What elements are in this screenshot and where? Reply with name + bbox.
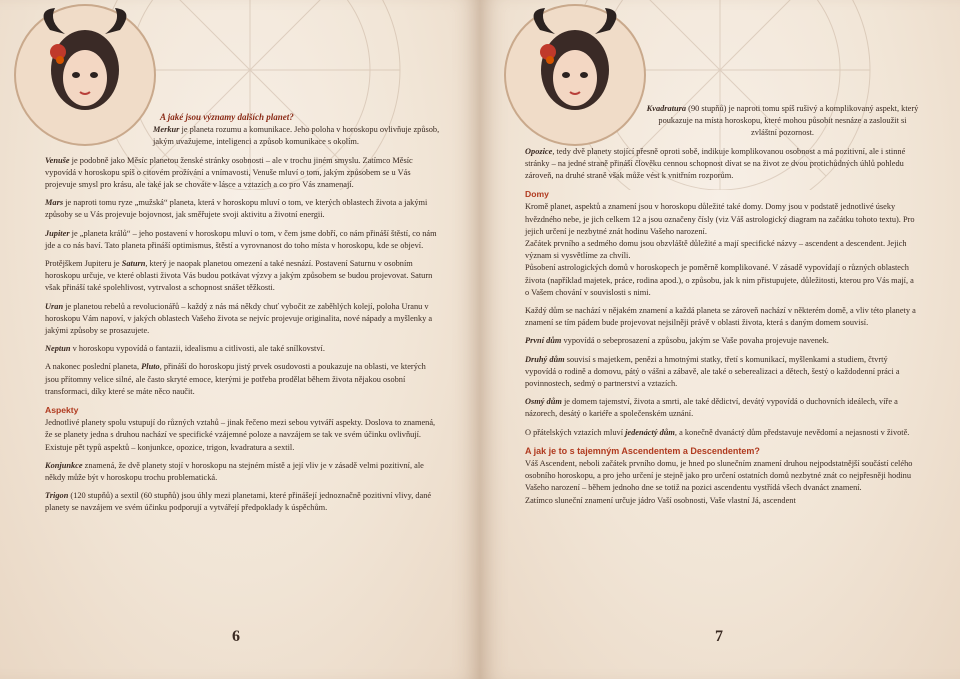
paragraph-opozice: Opozice, tedy dvě planety stojící přesně oproti sobě, indikuje komplikovanou osobnost a má pozitivní, ale i stinné stránky – na jedné straně přináší člověku cennou schopnost dívat se na život ze dvou protichůdných úhlů pohledu zároveň, na druhé straně však může vést k vnitřním rozporům. [525,146,906,181]
paragraph-pluto: A nakonec poslední planeta, Pluto, přináší do horoskopu jistý prvek osudovosti a poukazuje na oblasti, ve kterých jsou přítomny velice silné, ale často skryté emoce, kterými je potřeba prodělat během života nějakou osobní transformaci, díky které se máte něco naučit. [45,362,426,396]
paragraph-kvadratura: Kvadratura (90 stupňů) je naproti tomu spíš rušivý a komplikovaný aspekt, který poukazuje na místa horoskopu, které mohou působit nesnáze a zasloužit si zvláštní pozornost. [646,104,919,138]
paragraph-druhy-dum: Druhý dům souvisí s majetkem, penězi a hmotnými statky, třetí s komunikací, myšlenkami a studiem, čtvrtý vypovídá o rodině a domovu, pátý o vášni a zábavě, ale také o seberealizaci a dětech, šestý o každodenní práci a povinnostech, sedmý o partnerství a vztazích. [525,354,900,389]
paragraph-domy-4: Každý dům se nachází v nějakém znamení a každá planeta se zároveň nachází v některém domě, a vliv této planety a znamení se tím pádem bude projevovat nejsilněji právě v oblasti života, která s daným domem souvisí. [525,306,916,328]
paragraph-uran: Uran je planetou rebelů a revolucionářů – každý z nás má někdy chuť vybočit ze zaběhlých kolejí, poloha Uranu v horoskopu Vám napoví, v jakých oblastech Vašeho života se nejvíc projevuje originalita, nové nápady a myšlenky a jakými způsoby se prosazujete. [45,301,433,336]
paragraph-domy-3: Působení astrologických domů v horoskopech je poměrně komplikované. V zásadě vypovídají o různých oblastech života (například majetek, práce, rodina apod.), o způsobu, jak k nim přistupujete, důležitosti, kterou pro Vás mají, a o Vašem chování v souvislosti s nimi. [525,263,914,297]
section-heading-aspekty: Aspekty [45,405,79,416]
paragraph-jupiter: Jupiter je „planeta králů“ – jeho postavení v horoskopu mluví o tom, v čem jsme dobří, co nám přináší štěstí, co nám jde a co nás baví. Tato planeta přináší optimismus, štěstí a vyrovnanost do toho místa v horoskopu, kde se objeví. [45,228,437,250]
paragraph-osmy-dum: Osmý dům je domem tajemství, života a smrti, ale také dědictví, devátý vypovídá o duchovních ideálech, víře a názorech, desátý o kariéře a společenském uznání. [525,397,898,419]
right-column [525,103,920,513]
section-heading-ascendent: A jak je to s tajemným Ascendentem a Descendentem? [525,445,760,456]
page-number-left: 6 [232,628,240,645]
paragraph-saturn: Protějškem Jupiteru je Saturn, který je naopak planetou omezení a také nesnází. Postavení Saturnu v osobním horoskopu určuje, ve které oblasti života Vás budou potkávat výzvy a jakým způsobem se budou projevovat. Saturn však přináší také spolehlivost, vytrvalost a schopnost snášet těžkosti. [45,259,433,293]
paragraph-aspekty: Jednotlivé planety spolu vstupují do různých vztahů – jinak řečeno mezi sebou vytváří aspekty. Doslova to znamená, že se planety jedna s druhou nachází ve specifické vzájemné poloze a navzájem se tak ve svém účinku ovlivňují. Existuje pět typů aspektů – konjunkce, opozice, trigon, kvadratura a sextil. [45,418,436,452]
page-right [480,0,960,679]
paragraph-trigon: Trigon (120 stupňů) a sextil (60 stupňů) jsou úhly mezi planetami, které přinášejí jednoznačně pozitivní vlivy, dané planety se navzájem ve svém účinku podporují a vytvářejí předpoklady k úspěchům. [45,491,432,513]
paragraph-ascendent-1: Váš Ascendent, neboli začátek prvního domu, je hned po slunečním znamení druhou nejpodstatnější součástí celého osobního horoskopu, a pro jeho určení je stejně jako pro určení ostatních domů nezbytné znát co nejpřesněji hodinu Vašeho narození – během jednoho dne se totiž na pozici ascendentu vystřídá všech dvanáct znamení. [525,459,913,493]
left-column [45,108,440,521]
section-heading-domy: Domy [525,189,549,200]
paragraph-prvni-dum: První dům vypovídá o sebeprosazení a způsobu, jakým se Vaše povaha projevuje navenek. [525,336,829,346]
paragraph-mars: Mars je naproti tomu ryze „mužská“ planeta, která v horoskopu mluví o tom, ve kterých oblastech života a jakými způsoby se u Vás projevuje bojovnost, jak směřujete svoji aktivitu a životní energii. [45,198,428,220]
paragraph-venuse: Venuše je podobně jako Měsíc planetou ženské stránky osobnosti – ale v trochu jiném smyslu. Zatímco Měsíc vypovídá v horoskopu spíš o citovém prožívání a vnímavosti, Venuše mluví o tom, jakým způsobem se u Vás projevuje smysl pro krásu, ale také jak se chováte v lásce a vztazích a co pro Vás znamenají. [45,155,413,190]
paragraph-domy-1: Kromě planet, aspektů a znamení jsou v horoskopu důležité také domy. Domy jsou v podstatě jednotlivé úseky hvězdného nebe, je jich celkem 12 a jsou označeny čísly (viz Váš astrologický diagram na začátku tohoto textu). Pro jejich určení je nezbytné znát hodinu Vašeho narození. [525,202,915,236]
page-number-right: 7 [715,628,723,645]
paragraph-domy-2: Začátek prvního a sedmého domu jsou obzvláště důležité a mají specifické názvy – ascendent a descendent. Jejich význam si vysvětlíme za chvíli. [525,239,907,261]
paragraph-konjunkce: Konjunkce znamená, že dvě planety stojí v horoskopu na stejném místě a její vliv je v zásadě velmi pozitivní, ale někdy může být v horoskopu trochu problematická. [45,460,424,483]
paragraph-neptun: Neptun v horoskopu vypovídá o fantazii, idealismu a citlivosti, ale také snílkovství. [45,344,325,354]
paragraph-merkur: Merkur je planeta rozumu a komunikace. Jeho poloha v horoskopu ovlivňuje způsob, jakým uvažujeme, inteligenci a způsob komunikace s okolím. [153,125,440,147]
paragraph-jedenacty-dum: O přátelských vztazích mluví jedenáctý dům, a konečně dvanáctý dům představuje nevědomí a nejasnosti v životě. [525,427,910,437]
section-heading-planets: A jaké jsou významy dalších planet? [160,112,294,122]
paragraph-ascendent-2: Zatímco sluneční znamení určuje jádro Vaší osobnosti, Vaše vlastní Já, ascendent [525,495,796,505]
